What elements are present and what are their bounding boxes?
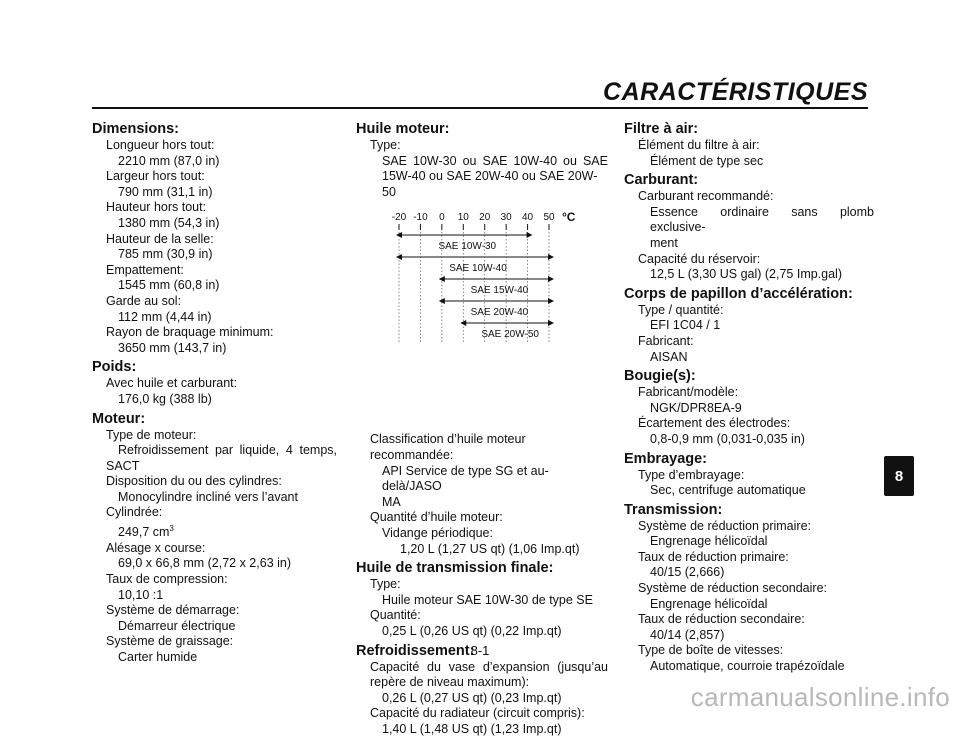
- spec-value: 69,0 x 66,8 mm (2,72 x 2,63 in): [118, 556, 292, 571]
- tick-label: -20: [391, 212, 407, 223]
- spec-value: 10,10 :1: [118, 587, 164, 602]
- section-heading: Transmission:: [624, 501, 723, 518]
- spec-value: AISAN: [650, 349, 688, 364]
- spec-value: Engrenage hélicoïdal: [650, 596, 768, 611]
- section-heading: Dimensions:: [92, 121, 180, 137]
- spec-label: Carburant recommandé:: [638, 189, 774, 204]
- spec-label: Taux de réduction primaire:: [638, 549, 789, 564]
- section-heading: Huile de transmission finale:: [356, 560, 554, 577]
- spec-label: Cylindrée:: [106, 505, 163, 520]
- spec-label: Type:: [370, 577, 401, 592]
- spec-value: 790 mm (31,1 in): [118, 184, 213, 199]
- spec-label: Hauteur de la selle:: [106, 231, 214, 246]
- spec-value: 0,8-0,9 mm (0,031-0,035 in): [650, 431, 805, 446]
- spec-value: Essence ordinaire sans plomb exclusive-: [650, 204, 874, 235]
- spec-value: Vidange périodique:: [382, 525, 493, 540]
- section-heading: Carburant:: [624, 172, 699, 189]
- spec-value: MA: [382, 494, 401, 509]
- spec-label: repère de niveau maximum):: [370, 675, 530, 690]
- spec-value: API Service de type SG et au-delà/JASO: [382, 463, 549, 494]
- column-right: [624, 118, 874, 675]
- spec-label: Disposition du ou des cylindres:: [106, 474, 282, 489]
- series-label: SAE 10W-40: [449, 263, 507, 274]
- spec-label: SACT: [106, 458, 140, 473]
- section-heading: Refroidissement:: [356, 642, 475, 659]
- spec-value: 15W-40 ou SAE 20W-40 ou SAE 20W-50: [382, 169, 598, 199]
- series-label: SAE 20W-40: [470, 307, 529, 318]
- tick-label: 40: [522, 212, 534, 223]
- spec-label: Rayon de braquage minimum:: [106, 325, 274, 340]
- spec-value: 40/14 (2,857): [650, 627, 725, 642]
- spec-label: Système de réduction secondaire:: [638, 581, 827, 596]
- spec-value: Refroidissement par liquide, 4 temps,: [118, 443, 337, 458]
- spec-value: 40/15 (2,666): [650, 565, 725, 580]
- spec-label: Type / quantité:: [638, 302, 724, 317]
- spec-label: Élément du filtre à air:: [638, 138, 760, 152]
- spec-label: Fabricant/modèle:: [638, 385, 739, 400]
- spec-value-text: 249,7 cm: [118, 525, 170, 540]
- chapter-tab: 8: [884, 456, 914, 496]
- spec-label: Alésage x course:: [106, 540, 206, 555]
- spec-value: 3650 mm (143,7 in): [118, 340, 227, 355]
- tick-label: 30: [500, 212, 512, 223]
- tick-label: 50: [543, 212, 555, 223]
- spec-label: Taux de réduction secondaire:: [638, 612, 805, 627]
- spec-label: Capacité du vase d’expansion (jusqu’au: [370, 659, 608, 674]
- section-heading: Embrayage:: [624, 450, 708, 467]
- spec-label: Système de graissage:: [106, 634, 234, 649]
- spec-label: Type de moteur:: [106, 427, 197, 442]
- spec-value: [92, 521, 337, 541]
- spec-value: EFI 1C04 / 1: [650, 318, 721, 333]
- spec-value: Engrenage hélicoïdal: [650, 534, 768, 549]
- spec-value: Automatique, courroie trapézoïdale: [650, 659, 845, 674]
- spec-label: Capacité du radiateur (circuit compris):: [370, 706, 585, 721]
- page-number: 8-1: [470, 643, 490, 658]
- spec-value: 2210 mm (87,0 in): [118, 153, 220, 168]
- spec-label: Hauteur hors tout:: [106, 200, 207, 215]
- spec-value: 0,25 L (0,26 US qt) (0,22 Imp.qt): [382, 623, 562, 638]
- spec-value: Élément de type sec: [650, 153, 764, 168]
- spec-value: Sec, centrifuge automatique: [650, 483, 806, 498]
- spec-value: 1,20 L (1,27 US qt) (1,06 Imp.qt): [400, 541, 580, 556]
- spec-value: 1,40 L (1,48 US qt) (1,23 Imp.qt): [382, 721, 562, 736]
- spec-label: Classification d’huile moteur recommandée:: [370, 432, 526, 462]
- spec-label: Capacité du réservoir:: [638, 251, 761, 266]
- spec-value: 112 mm (4,44 in): [118, 309, 212, 324]
- spec-value: 785 mm (30,9 in): [118, 247, 213, 262]
- spec-value: 176,0 kg (388 lb): [118, 391, 212, 406]
- spec-value: Monocylindre incliné vers l’avant: [118, 489, 298, 504]
- spec-label: Écartement des électrodes:: [638, 416, 791, 431]
- spec-value: Huile moteur SAE 10W-30 de type SE: [382, 592, 593, 607]
- spec-value: 1380 mm (54,3 in): [118, 215, 220, 230]
- watermark: carmanualsonline.info: [690, 682, 950, 712]
- series-label: SAE 15W-40: [470, 285, 529, 296]
- tick-label: -10: [413, 212, 428, 223]
- spec-label: Système de réduction primaire:: [638, 518, 811, 533]
- section-heading: Filtre à air:: [624, 121, 699, 137]
- spec-label: Taux de compression:: [106, 572, 228, 586]
- spec-label: Avec huile et carburant:: [106, 376, 238, 391]
- spec-value: 12,5 L (3,30 US gal) (2,75 Imp.gal): [650, 267, 842, 282]
- spec-value: 0,26 L (0,27 US qt) (0,23 Imp.qt): [382, 690, 562, 705]
- unit-label: °C: [562, 210, 576, 224]
- superscript: 3: [169, 524, 174, 534]
- spec-label: Type:: [370, 138, 401, 152]
- tick-label: 0: [439, 212, 445, 223]
- spec-label: Type d’embrayage:: [638, 467, 745, 482]
- spec-label: Type de boîte de vitesses:: [638, 643, 784, 658]
- spec-label: Garde au sol:: [106, 293, 182, 308]
- section-heading: Bougie(s):: [624, 368, 696, 385]
- spec-value: SAE 10W-30 ou SAE 10W-40 ou SAE: [382, 153, 608, 168]
- section-heading: Poids:: [92, 359, 137, 376]
- spec-label: Largeur hors tout:: [106, 169, 205, 184]
- spec-value: 1545 mm (60,8 in): [118, 278, 220, 293]
- spec-value: Démarreur électrique: [118, 618, 236, 633]
- series-label: SAE 20W-50: [481, 329, 539, 340]
- spec-value: NGK/DPR8EA-9: [650, 400, 742, 415]
- spec-label: Quantité d’huile moteur:: [370, 510, 503, 525]
- spec-label: Empattement:: [106, 262, 184, 277]
- section-heading: Huile moteur:: [356, 121, 450, 137]
- page-title: CARACTÉRISTIQUES: [603, 78, 868, 106]
- oil-viscosity-chart: [384, 206, 584, 348]
- spec-value: ment: [650, 235, 678, 250]
- tick-label: 20: [479, 212, 491, 223]
- spec-label: Fabricant:: [638, 333, 694, 348]
- section-heading: Moteur:: [92, 410, 146, 427]
- spec-label: Quantité:: [370, 608, 421, 623]
- section-heading: Corps de papillon d’accélération:: [624, 285, 853, 302]
- spec-label: Longueur hors tout:: [106, 138, 215, 152]
- column-left: [92, 118, 337, 666]
- series-label: SAE 10W-30: [438, 241, 497, 252]
- title-rule: [92, 107, 868, 109]
- spec-value: Carter humide: [118, 649, 198, 664]
- tick-label: 10: [457, 212, 469, 223]
- spec-label: Système de démarrage:: [106, 603, 240, 618]
